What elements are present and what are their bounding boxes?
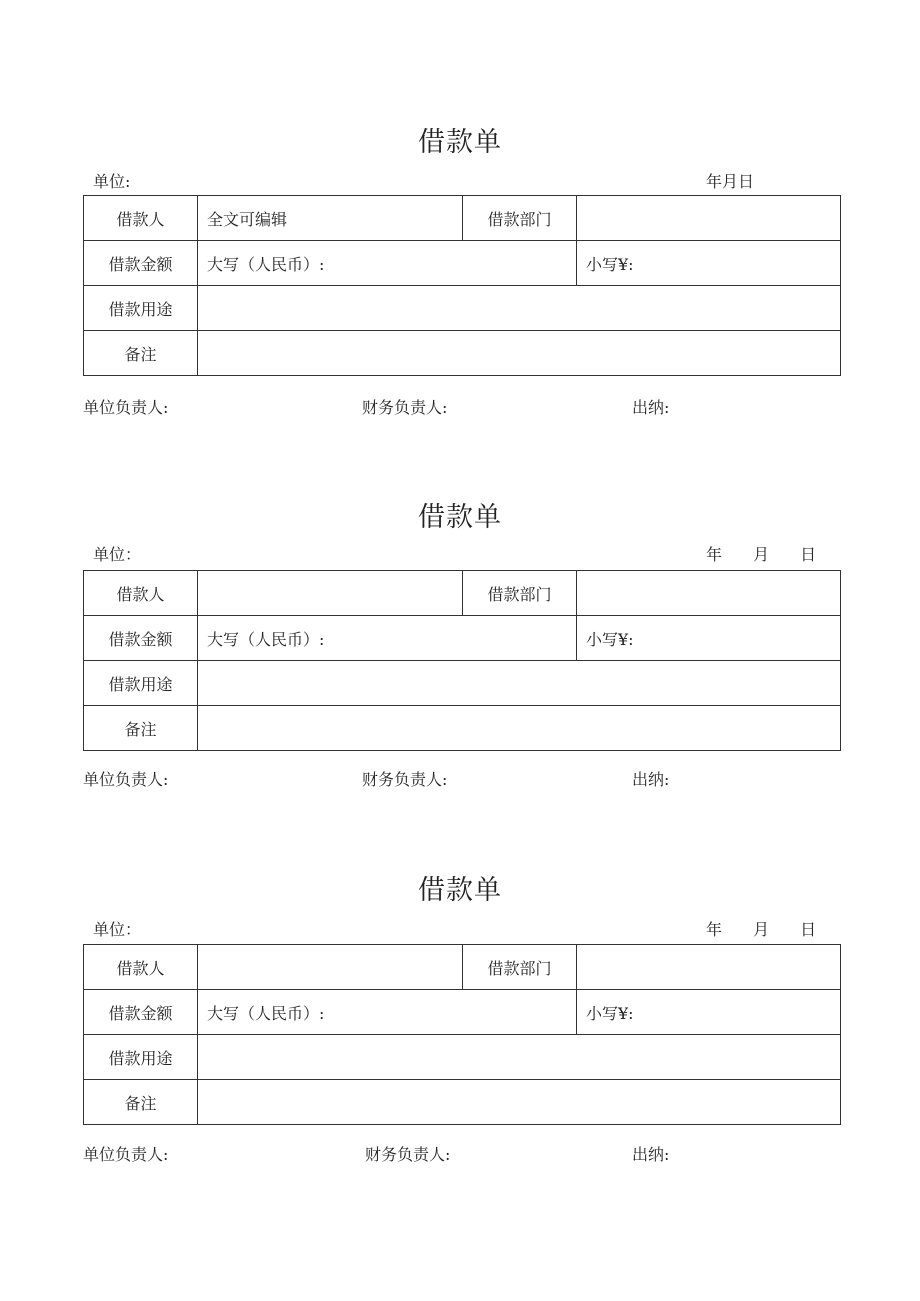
purpose-field[interactable] <box>198 1035 841 1080</box>
form-2-title: 借款单 <box>418 502 502 533</box>
form-1-date-label: 年月日 <box>706 172 755 191</box>
form-2-date-label: 年 月 日 <box>706 545 817 564</box>
form-3-table <box>83 944 841 1125</box>
department-field[interactable] <box>577 571 841 616</box>
purpose-row <box>84 661 841 706</box>
department-label: 借款部门 <box>463 945 577 990</box>
purpose-field[interactable] <box>198 661 841 706</box>
remark-row <box>84 331 841 376</box>
borrower-field[interactable] <box>198 945 463 990</box>
amount-lower-field[interactable]: 小写¥: <box>577 616 841 661</box>
amount-row <box>84 241 841 286</box>
amount-upper-field[interactable]: 大写（人民币）: <box>198 990 577 1035</box>
borrower-label: 借款人 <box>84 945 198 990</box>
remark-field[interactable] <box>198 331 841 376</box>
form-3-date-label: 年 月 日 <box>706 920 817 939</box>
remark-label: 备注 <box>84 331 198 376</box>
purpose-label: 借款用途 <box>84 286 198 331</box>
form-3-title: 借款单 <box>418 875 502 906</box>
amount-label: 借款金额 <box>84 241 198 286</box>
remark-field[interactable] <box>198 1080 841 1125</box>
borrower-label: 借款人 <box>84 571 198 616</box>
form-1-sig-cashier: 出纳: <box>632 398 670 417</box>
purpose-row <box>84 286 841 331</box>
form-1-table <box>83 195 841 376</box>
form-2-sig-finance-head: 财务负责人: <box>362 770 448 789</box>
form-3-sig-unit-head: 单位负责人: <box>83 1145 169 1164</box>
borrower-row <box>84 196 841 241</box>
department-label: 借款部门 <box>463 571 577 616</box>
department-field[interactable] <box>577 196 841 241</box>
borrower-field[interactable] <box>198 571 463 616</box>
remark-row <box>84 706 841 751</box>
purpose-row <box>84 1035 841 1080</box>
form-2-sig-cashier: 出纳: <box>632 770 670 789</box>
borrower-row <box>84 945 841 990</box>
form-1-sig-unit-head: 单位负责人: <box>83 398 169 417</box>
department-field[interactable] <box>577 945 841 990</box>
borrower-field[interactable]: 全文可编辑 <box>198 196 463 241</box>
purpose-label: 借款用途 <box>84 1035 198 1080</box>
remark-label: 备注 <box>84 706 198 751</box>
form-2-sig-unit-head: 单位负责人: <box>83 770 169 789</box>
form-2-table <box>83 570 841 751</box>
amount-row <box>84 990 841 1035</box>
borrower-row <box>84 571 841 616</box>
amount-lower-field[interactable]: 小写¥: <box>577 241 841 286</box>
amount-upper-field[interactable]: 大写（人民币）: <box>198 241 577 286</box>
remark-row <box>84 1080 841 1125</box>
form-1-unit-label: 单位: <box>93 172 131 191</box>
form-1-title: 借款单 <box>418 127 502 158</box>
form-3-sig-finance-head: 财务负责人: <box>365 1145 451 1164</box>
amount-label: 借款金额 <box>84 990 198 1035</box>
department-label: 借款部门 <box>463 196 577 241</box>
amount-row <box>84 616 841 661</box>
form-2-unit-label: 单位： <box>93 545 142 564</box>
borrower-label: 借款人 <box>84 196 198 241</box>
remark-field[interactable] <box>198 706 841 751</box>
amount-upper-field[interactable]: 大写（人民币）: <box>198 616 577 661</box>
remark-label: 备注 <box>84 1080 198 1125</box>
form-1-sig-finance-head: 财务负责人: <box>362 398 448 417</box>
purpose-field[interactable] <box>198 286 841 331</box>
purpose-label: 借款用途 <box>84 661 198 706</box>
amount-label: 借款金额 <box>84 616 198 661</box>
form-3-unit-label: 单位： <box>93 920 142 939</box>
form-3-sig-cashier: 出纳: <box>632 1145 670 1164</box>
amount-lower-field[interactable]: 小写¥: <box>577 990 841 1035</box>
